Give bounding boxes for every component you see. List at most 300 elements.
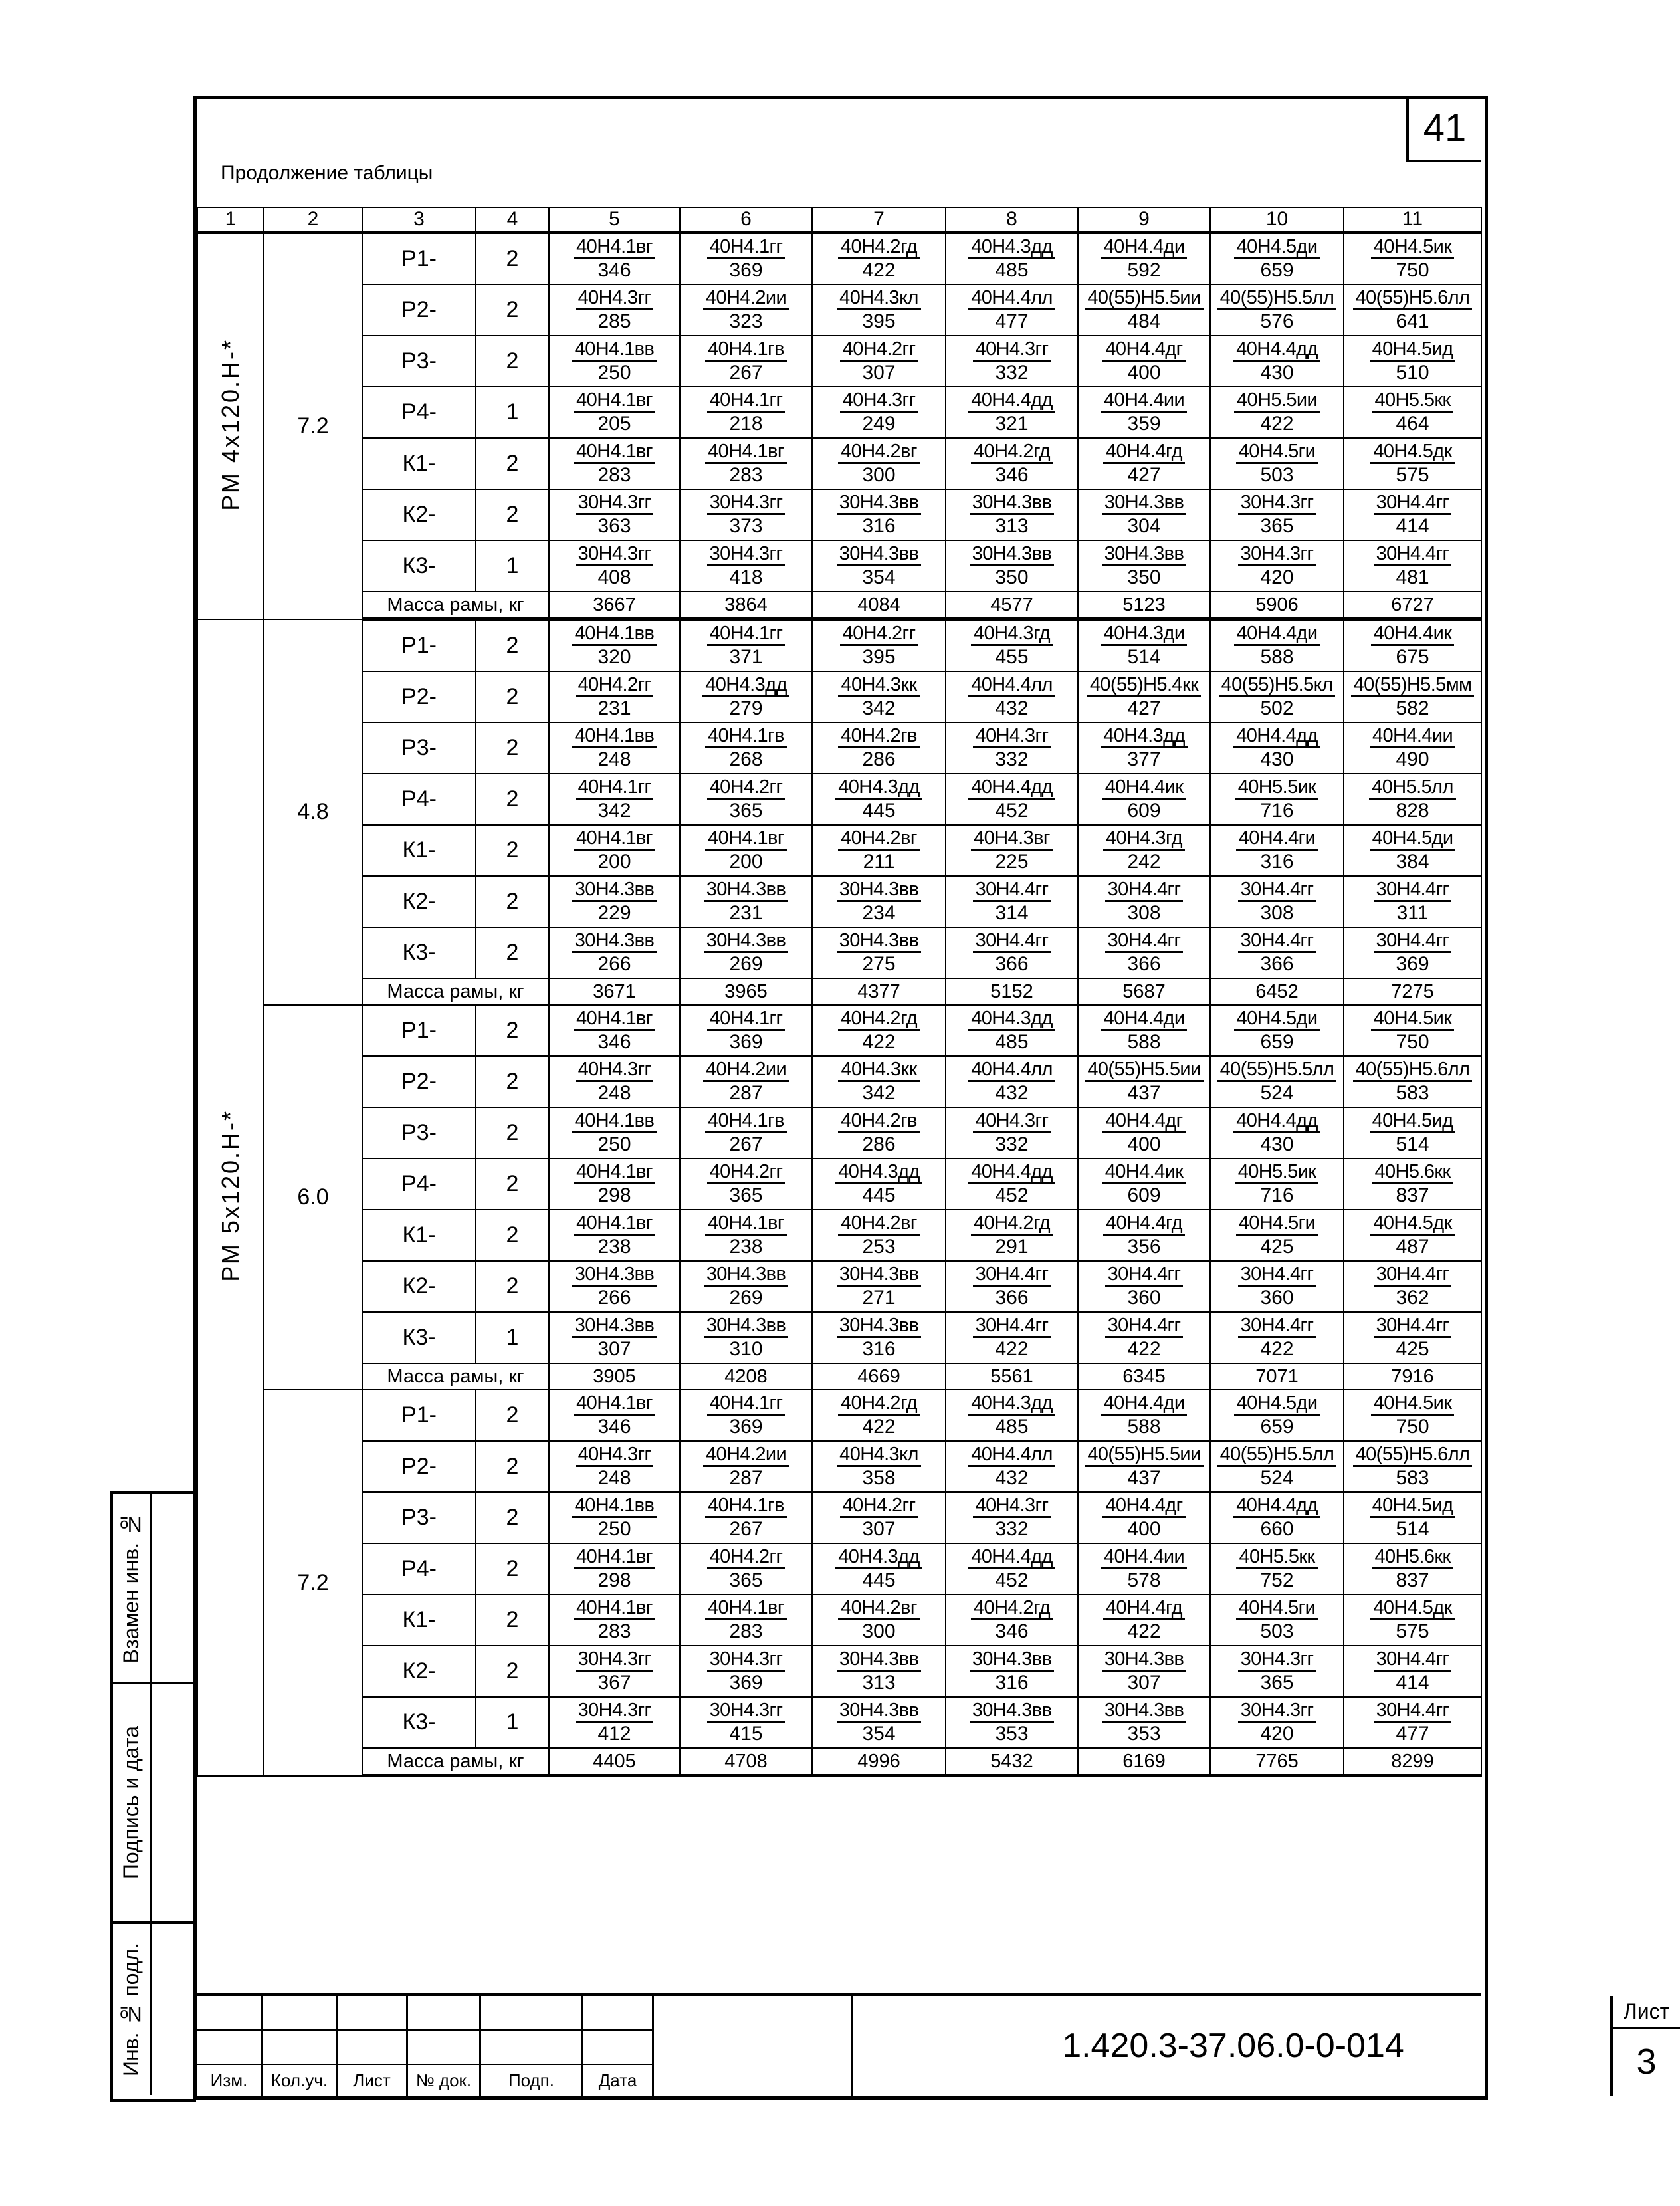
profile-cell [680,722,812,774]
profile-mass: 358 [862,1467,896,1489]
profile-mass: 271 [862,1287,896,1309]
table-row [197,233,1481,285]
profile-code: 40Н4.3дд [968,1392,1055,1416]
profile-code: 40Н4.4ди [1101,1392,1188,1416]
title-grid-cell [263,1996,338,2031]
profile-cell [680,1441,812,1492]
profile-code: 30Н4.4гг [1374,543,1452,566]
profile-cell [946,927,1078,978]
profile-mass: 837 [1396,1569,1429,1591]
profile-code: 30Н4.3вв [837,492,922,515]
profile-code: 40Н5.5ии [1234,389,1320,413]
element-count: 1 [476,1697,549,1748]
frame-mass: 3864 [680,592,812,619]
profile-code: 40Н4.4лл [968,1444,1055,1467]
profile-mass: 477 [1396,1723,1429,1745]
element-mark: Р1- [362,619,476,672]
profile-code: 30Н4.3гг [707,1648,786,1672]
profile-mass: 332 [995,748,1029,770]
frame-mass: 4084 [812,592,946,619]
profile-code: 30Н4.4гг [1238,879,1316,902]
title-grid-cell [338,2031,408,2065]
profile-code: 40Н4.3гд [971,623,1053,646]
profile-code: 30Н4.3вв [837,879,922,902]
profile-cell [1344,1543,1481,1595]
profile-cell [1210,927,1344,978]
header-cell: 4 [476,207,549,233]
profile-code: 40Н4.5дк [1370,1597,1454,1620]
mass-row [197,1363,1481,1390]
table-row [197,336,1481,387]
profile-mass: 362 [1396,1287,1429,1309]
element-mark: К1- [362,1210,476,1261]
profile-cell [680,1646,812,1697]
profile-code: 40Н4.1вв [572,725,657,748]
profile-code: 40Н4.1вг [705,441,787,464]
profile-mass: 422 [1260,1338,1294,1360]
profile-code: 30Н4.3вв [1102,1700,1187,1723]
profile-code: 30Н4.4гг [1105,1264,1184,1287]
side-stamp [110,1491,196,2102]
profile-mass: 659 [1260,259,1294,281]
title-grid-cell [408,1996,481,2031]
element-count: 2 [476,1210,549,1261]
profile-mass: 298 [597,1569,631,1591]
profile-cell [549,876,680,927]
title-label: Лист [338,2065,408,2096]
profile-code: 30Н4.3гг [576,1648,654,1672]
profile-cell [1078,1390,1210,1441]
element-count: 2 [476,1005,549,1056]
profile-code: 40Н4.4ии [1370,725,1455,748]
profile-mass: 452 [995,800,1029,822]
profile-cell [1344,825,1481,876]
stamp-replaced-inv [113,1494,152,1684]
profile-mass: 514 [1396,1133,1429,1155]
profile-cell [549,722,680,774]
profile-mass: 323 [729,310,763,332]
profile-mass: 286 [862,748,896,770]
profile-cell [812,1543,946,1595]
profile-code: 30Н4.3вв [572,879,657,902]
frame-mass: 4405 [549,1748,680,1776]
profile-cell [549,336,680,387]
title-grid-cell [338,1996,408,2031]
profile-cell [1344,671,1481,722]
profile-code: 30Н4.3гг [1238,543,1316,566]
element-mark: Р4- [362,387,476,438]
profile-mass: 430 [1260,748,1294,770]
profile-cell [946,1056,1078,1107]
profile-code: 40Н4.5дк [1370,1212,1454,1236]
profile-mass: 415 [729,1723,763,1745]
profile-mass: 234 [862,902,896,924]
profile-mass: 354 [862,1723,896,1745]
table-row [197,438,1481,489]
span-cell: 7.2 [264,1390,362,1776]
profile-mass: 316 [1260,851,1294,873]
profile-cell [1210,1261,1344,1312]
profile-mass: 485 [995,259,1029,281]
profile-code: 30Н4.3гг [576,492,654,515]
profile-code: 40Н4.2ии [703,1444,789,1467]
frame-mass: 5561 [946,1363,1078,1390]
profile-cell [1344,927,1481,978]
profile-mass: 422 [995,1338,1029,1360]
profile-mass: 414 [1396,1672,1429,1694]
profile-mass: 283 [729,1620,763,1642]
profile-mass: 346 [597,259,631,281]
profile-cell [549,1005,680,1056]
mass-row [197,1748,1481,1776]
profile-cell [680,876,812,927]
frame-mass: 6452 [1210,978,1344,1005]
profile-mass: 350 [1127,566,1161,588]
element-count: 2 [476,336,549,387]
span-cell: 6.0 [264,1005,362,1390]
profile-code: 30Н4.4гг [973,1264,1051,1287]
profile-code: 40Н4.5ик [1371,1392,1455,1416]
profile-code: 40Н4.4дд [1233,1110,1320,1133]
profile-mass: 313 [862,1672,896,1694]
element-mark: К1- [362,438,476,489]
element-count: 1 [476,1312,549,1363]
profile-code: 40Н4.3гг [973,1110,1051,1133]
profile-code: 40Н4.4ги [1236,827,1318,851]
profile-code: 40Н4.2гв [838,725,920,748]
frame-mass: 4208 [680,1363,812,1390]
element-count: 2 [476,1390,549,1441]
element-mark: Р4- [362,1543,476,1595]
profile-cell [549,1056,680,1107]
mass-label: Масса рамы, кг [362,1363,549,1390]
profile-cell [549,489,680,540]
stamp-original-inv [113,1924,152,2095]
profile-mass: 716 [1260,1184,1294,1206]
title-label: Дата [583,2065,654,2096]
profile-code: 40Н4.2гг [707,1161,786,1184]
profile-mass: 578 [1127,1569,1161,1591]
profile-mass: 231 [729,902,763,924]
table-row [197,284,1481,336]
element-count: 2 [476,1107,549,1158]
profile-code: 40Н4.1вг [574,1212,655,1236]
profile-code: 40Н4.4ди [1101,236,1188,259]
profile-code: 40Н4.2вг [838,441,920,464]
profile-mass: 308 [1260,902,1294,924]
profile-cell [946,1390,1078,1441]
profile-code: 40Н4.1вв [572,338,657,362]
profile-code: 40Н4.2гд [838,236,920,259]
element-mark: Р4- [362,774,476,825]
profile-cell [1078,1543,1210,1595]
profile-cell [812,1210,946,1261]
profile-code: 40Н4.3дд [968,1008,1055,1031]
element-count: 2 [476,1543,549,1595]
profile-mass: 291 [995,1236,1029,1258]
profile-cell [1344,1595,1481,1646]
table-row [197,1158,1481,1210]
element-mark: Р1- [362,233,476,285]
element-mark: К1- [362,1595,476,1646]
profile-mass: 279 [729,697,763,719]
profile-cell [1078,540,1210,592]
element-mark: Р2- [362,671,476,722]
profile-cell [549,1697,680,1748]
profile-code: 30Н4.4гг [1105,1315,1184,1338]
header-cell: 11 [1344,207,1481,233]
profile-mass: 200 [597,851,631,873]
profile-cell [680,1107,812,1158]
profile-cell [680,1210,812,1261]
title-grid-cell [197,1996,263,2031]
profile-code: 40Н4.3кк [838,674,919,697]
table-row [197,722,1481,774]
profile-mass: 365 [729,1184,763,1206]
frame-mass: 3667 [549,592,680,619]
title-grid-cell [481,2031,583,2065]
element-mark: Р3- [362,1492,476,1543]
profile-code: 40Н4.5ги [1236,1597,1318,1620]
profile-cell [1344,233,1481,285]
profile-code: 40Н4.2гг [707,1546,786,1569]
profile-code: 40Н4.3дд [968,236,1055,259]
table-caption: Продолжение таблицы [221,162,433,184]
profile-cell [812,233,946,285]
element-mark: Р2- [362,1441,476,1492]
profile-cell [812,1646,946,1697]
profile-code: 30Н4.3вв [837,543,922,566]
profile-mass: 267 [729,1518,763,1540]
profile-code: 40(55)Н5.6лл [1353,287,1473,310]
profile-mass: 422 [862,1031,896,1053]
table-row [197,671,1481,722]
table-row [197,540,1481,592]
frame-mass: 6345 [1078,1363,1210,1390]
profile-code: 40Н4.2гд [971,1212,1053,1236]
profile-code: 40Н4.2ии [703,287,789,310]
profile-cell [680,336,812,387]
element-count: 2 [476,1441,549,1492]
profile-cell [1344,387,1481,438]
profile-mass: 356 [1127,1236,1161,1258]
profile-cell [946,1107,1078,1158]
table-row [197,927,1481,978]
profile-cell [680,489,812,540]
profile-mass: 437 [1127,1082,1161,1104]
profile-code: 40Н4.3гг [840,389,918,413]
element-count: 2 [476,671,549,722]
profile-cell [549,1441,680,1492]
profile-cell [1344,336,1481,387]
profile-code: 30Н4.4гг [1374,930,1452,953]
table-row [197,387,1481,438]
profile-mass: 250 [597,1133,631,1155]
element-mark: Р1- [362,1005,476,1056]
profile-code: 40Н4.3гг [973,338,1051,362]
profile-mass: 300 [862,464,896,486]
profile-code: 40Н4.3гд [1103,827,1185,851]
profile-cell [549,1543,680,1595]
title-label: Изм. [197,2065,263,2096]
profile-mass: 369 [729,1416,763,1438]
profile-mass: 366 [1127,953,1161,975]
profile-mass: 524 [1260,1082,1294,1104]
profile-mass: 583 [1396,1082,1429,1104]
frame-mass: 3965 [680,978,812,1005]
element-count: 2 [476,876,549,927]
profile-cell [946,1312,1078,1363]
profile-mass: 445 [862,1569,896,1591]
profile-mass: 412 [597,1723,631,1745]
profile-mass: 422 [862,1416,896,1438]
profile-cell [1078,489,1210,540]
title-label: Кол.уч. [263,2065,338,2096]
profile-cell [812,1261,946,1312]
profile-cell [812,1005,946,1056]
profile-mass: 342 [862,697,896,719]
header-cell: 6 [680,207,812,233]
profile-mass: 395 [862,646,896,668]
profile-code: 40Н5.5ик [1235,1161,1319,1184]
profile-code: 40Н4.4дд [968,389,1055,413]
table-row [197,1543,1481,1595]
profile-code: 30Н4.4гг [1374,1264,1452,1287]
profile-cell [1210,387,1344,438]
frame-mark: РМ 4х120.Н-* [217,338,244,511]
span-cell: 4.8 [264,619,362,1006]
profile-cell [812,1056,946,1107]
profile-code: 40Н4.5ги [1236,441,1318,464]
profile-cell [680,438,812,489]
profile-cell [1078,1005,1210,1056]
profile-mass: 365 [729,800,763,822]
profile-code: 40(55)Н5.5ии [1085,1059,1203,1082]
profile-code: 40Н4.3дд [835,776,922,800]
profile-code: 40Н4.5ги [1236,1212,1318,1236]
profile-cell [680,1697,812,1748]
profile-cell [1344,1005,1481,1056]
profile-code: 40Н4.1вг [574,827,655,851]
profile-mass: 432 [995,1082,1029,1104]
frame-mass: 8299 [1344,1748,1481,1776]
profile-mass: 365 [1260,515,1294,537]
profile-mass: 248 [597,1082,631,1104]
profile-code: 40Н4.3кл [837,1444,921,1467]
profile-code: 40Н4.2вг [838,827,920,851]
profile-mass: 360 [1127,1287,1161,1309]
profile-mass: 437 [1127,1467,1161,1489]
profile-cell [812,722,946,774]
stamp-label: Подпись и дата [119,1725,143,1880]
profile-code: 30Н4.3гг [1238,492,1316,515]
profile-cell [946,825,1078,876]
profile-mass: 503 [1260,464,1294,486]
profile-mass: 332 [995,1518,1029,1540]
profile-code: 40Н4.2вг [838,1597,920,1620]
frame-mass: 6169 [1078,1748,1210,1776]
profile-mass: 353 [1127,1723,1161,1745]
profile-cell [549,1312,680,1363]
profile-code: 40Н5.5кк [1372,389,1453,413]
profile-mass: 307 [862,1518,896,1540]
profile-mass: 425 [1260,1236,1294,1258]
profile-code: 40Н4.2гд [971,441,1053,464]
profile-cell [549,1107,680,1158]
profile-mass: 641 [1396,310,1429,332]
profile-mass: 316 [862,1338,896,1360]
stamp-label: Инв. № подл. [119,1942,143,2076]
title-grid-cell [583,1996,654,2031]
profile-mass: 425 [1396,1338,1429,1360]
profile-cell [1344,489,1481,540]
profile-cell [680,284,812,336]
profile-code: 40Н4.3кл [837,287,921,310]
header-cell: 8 [946,207,1078,233]
profile-code: 40Н4.5ик [1371,1008,1455,1031]
profile-cell [1210,722,1344,774]
profile-cell [812,387,946,438]
span-cell: 7.2 [264,233,362,619]
profile-mass: 418 [729,566,763,588]
profile-cell [680,233,812,285]
profile-mass: 510 [1396,362,1429,384]
profile-cell [812,1107,946,1158]
profile-code: 40Н4.1вв [572,623,657,646]
profile-cell [946,1005,1078,1056]
profile-mass: 675 [1396,646,1429,668]
profile-mass: 310 [729,1338,763,1360]
profile-cell [1210,233,1344,285]
element-count: 2 [476,1158,549,1210]
profile-cell [946,1492,1078,1543]
profile-code: 30Н4.3вв [837,1315,922,1338]
profile-cell [1344,722,1481,774]
profile-code: 30Н4.3вв [970,1648,1055,1672]
profile-code: 30Н4.4гг [1238,1264,1316,1287]
table-row [197,1261,1481,1312]
profile-code: 40Н4.4ии [1101,389,1187,413]
profile-mass: 346 [597,1031,631,1053]
frame-mark-cell [197,619,264,1776]
profile-code: 40Н5.5кк [1236,1546,1317,1569]
profile-code: 40Н4.2ии [703,1059,789,1082]
profile-cell [680,1005,812,1056]
frame-mass: 4669 [812,1363,946,1390]
profile-mass: 503 [1260,1620,1294,1642]
profile-code: 40Н4.3дд [835,1546,922,1569]
profile-code: 30Н4.3вв [970,543,1055,566]
profile-code: 40(55)Н5.6лл [1353,1059,1473,1082]
table-row [197,489,1481,540]
profile-mass: 275 [862,953,896,975]
profile-mass: 588 [1127,1031,1161,1053]
stamp-field [152,1494,196,1684]
frame-mass: 3905 [549,1363,680,1390]
profile-code: 40Н4.4дг [1102,338,1185,362]
profile-code: 40(55)Н5.5лл [1217,1059,1337,1082]
profile-cell [946,1261,1078,1312]
profile-mass: 283 [597,464,631,486]
profile-cell [1078,1056,1210,1107]
profile-mass: 283 [597,1620,631,1642]
profile-mass: 414 [1396,515,1429,537]
element-count: 2 [476,284,549,336]
frame-mass: 7275 [1344,978,1481,1005]
profile-code: 40Н4.3дд [835,1161,922,1184]
profile-mass: 332 [995,362,1029,384]
profile-mass: 369 [729,259,763,281]
